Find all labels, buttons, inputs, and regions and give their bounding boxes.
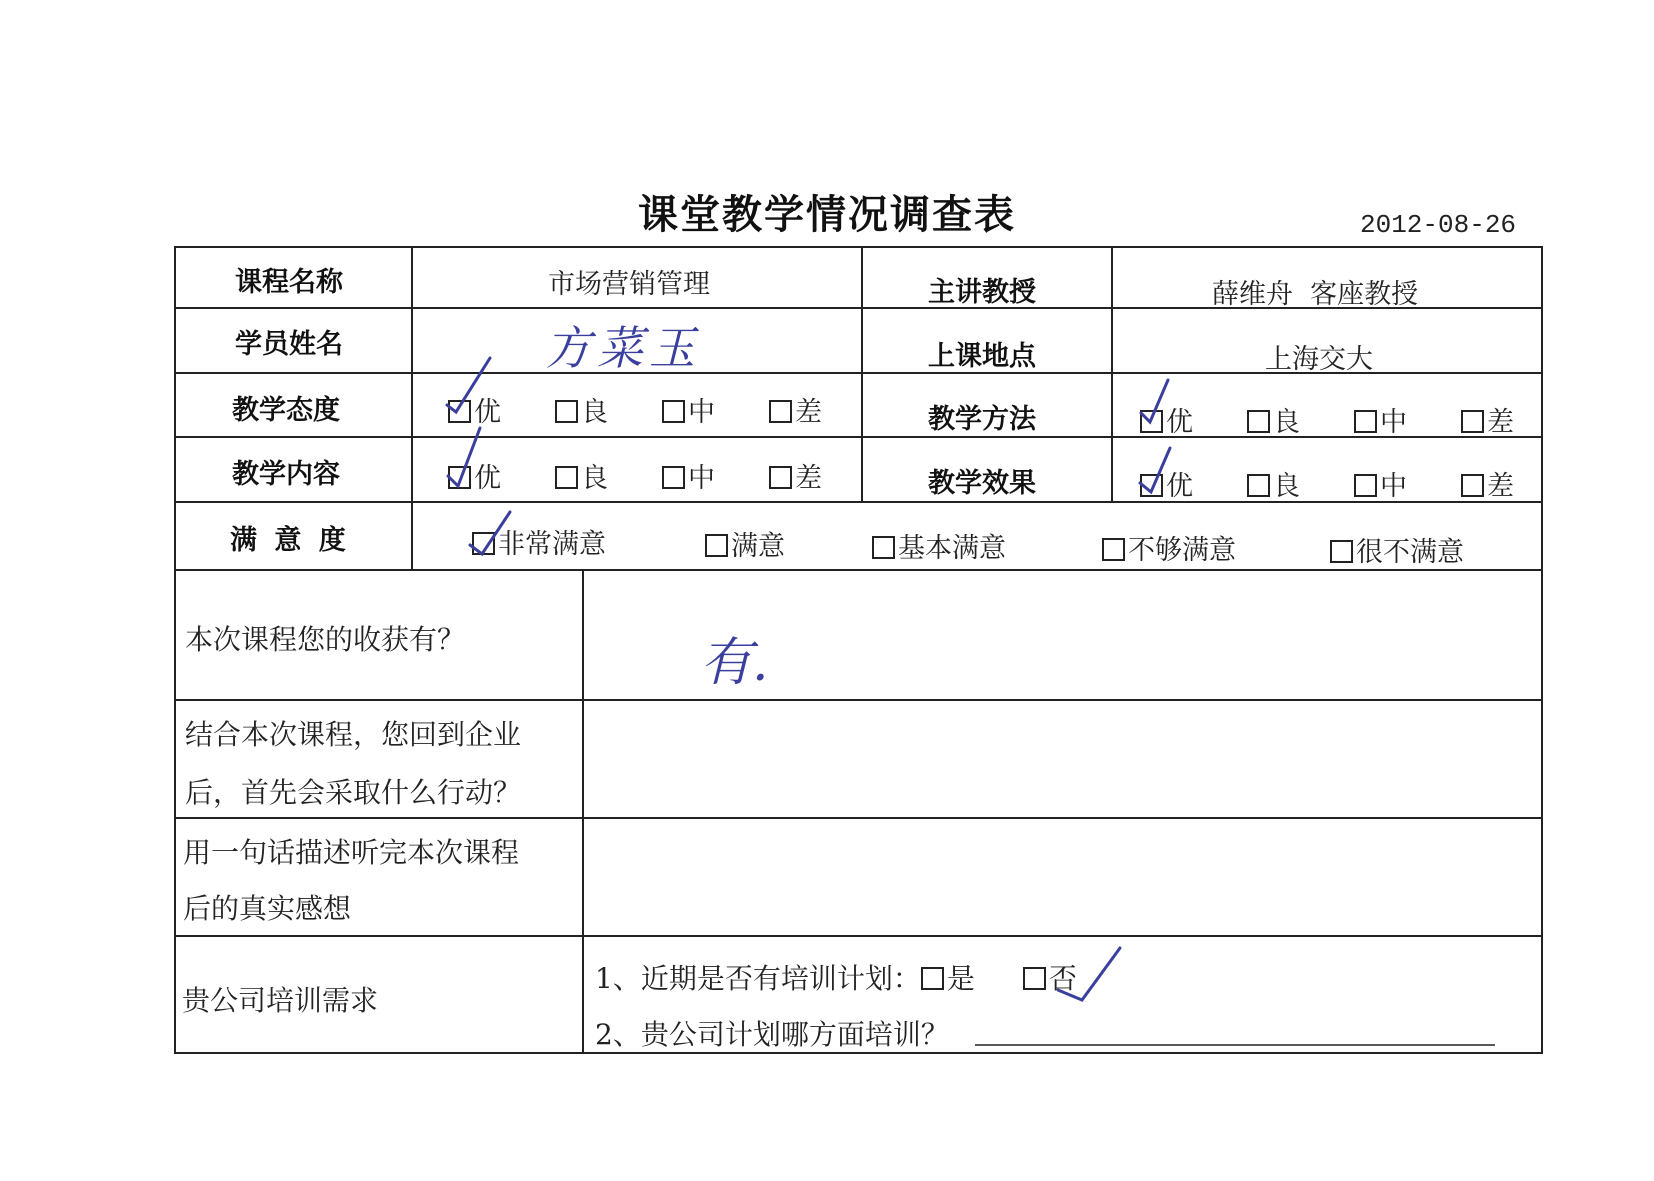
- training-area-question: 2、贵公司计划哪方面培训？: [595, 1018, 949, 1051]
- course-name-value: 市场营销管理: [548, 269, 710, 300]
- effect-label: 教学效果: [928, 468, 1036, 499]
- question-action-line2: 后，首先会采取什么行动？: [185, 776, 522, 809]
- answer-gains-handwritten: 有.: [700, 633, 769, 693]
- effect-option-average[interactable]: 中: [1354, 464, 1407, 503]
- attitude-option-good[interactable]: 良: [555, 390, 608, 429]
- satisfaction-label: 满 意 度: [230, 525, 350, 556]
- student-name-handwritten: 方菜玉: [545, 321, 701, 375]
- check-mark-icon: [470, 512, 510, 554]
- effect-option-good[interactable]: 良: [1247, 464, 1300, 503]
- satisfaction-option-satisfied[interactable]: 满意: [705, 524, 785, 563]
- method-option-excellent[interactable]: 优: [1140, 400, 1193, 439]
- content-label: 教学内容: [232, 459, 340, 490]
- satisfaction-option-very-unsatisfied[interactable]: 很不满意: [1330, 530, 1464, 569]
- training-plan-no: 否: [1048, 962, 1077, 995]
- attitude-label: 教学态度: [232, 395, 340, 426]
- content-option-average[interactable]: 中: [662, 456, 715, 495]
- location-label: 上课地点: [928, 341, 1036, 372]
- training-plan-yes: 是: [946, 962, 975, 995]
- question-action-line1: 结合本次课程，您回到企业: [185, 718, 522, 751]
- satisfaction-option-basically-satisfied[interactable]: 基本满意: [872, 526, 1006, 565]
- check-mark-icon: [447, 358, 490, 412]
- attitude-option-poor[interactable]: 差: [769, 390, 822, 429]
- question-gains: 本次课程您的收获有？: [185, 623, 466, 656]
- lecturer-label: 主讲教授: [928, 277, 1036, 308]
- lecturer-value: 薛维舟 客座教授: [1212, 279, 1419, 310]
- method-option-good[interactable]: 良: [1247, 400, 1300, 439]
- content-option-good[interactable]: 良: [555, 456, 608, 495]
- method-option-average[interactable]: 中: [1354, 400, 1407, 439]
- check-mark-icon: [1141, 380, 1168, 422]
- attitude-option-average[interactable]: 中: [662, 390, 715, 429]
- location-value: 上海交大: [1265, 344, 1373, 375]
- question-training-needs: 贵公司培训需求: [182, 984, 379, 1017]
- content-option-excellent[interactable]: 优: [448, 456, 501, 495]
- attitude-option-excellent[interactable]: 优: [448, 390, 501, 429]
- student-name-label: 学员姓名: [235, 329, 343, 360]
- check-mark-icon: [1140, 448, 1170, 492]
- question-feeling-line1: 用一句话描述听完本次课程: [183, 836, 520, 869]
- question-feeling-line2: 后的真实感想: [183, 892, 352, 925]
- satisfaction-option-not-satisfied[interactable]: 不够满意: [1102, 528, 1236, 567]
- training-plan-question: 1、近期是否有培训计划： 是 否: [595, 962, 1077, 995]
- method-option-poor[interactable]: 差: [1461, 400, 1514, 439]
- check-mark-icon: [1058, 948, 1120, 1000]
- form-title: 课堂教学情况调查表: [638, 192, 1016, 238]
- method-label: 教学方法: [928, 404, 1036, 435]
- check-mark-icon: [448, 428, 480, 486]
- effect-option-poor[interactable]: 差: [1461, 464, 1514, 503]
- satisfaction-option-very-satisfied[interactable]: 非常满意: [472, 522, 606, 561]
- effect-option-excellent[interactable]: 优: [1140, 464, 1193, 503]
- form-date: 2012-08-26: [1360, 210, 1517, 240]
- course-name-label: 课程名称: [235, 267, 343, 298]
- content-option-poor[interactable]: 差: [769, 456, 822, 495]
